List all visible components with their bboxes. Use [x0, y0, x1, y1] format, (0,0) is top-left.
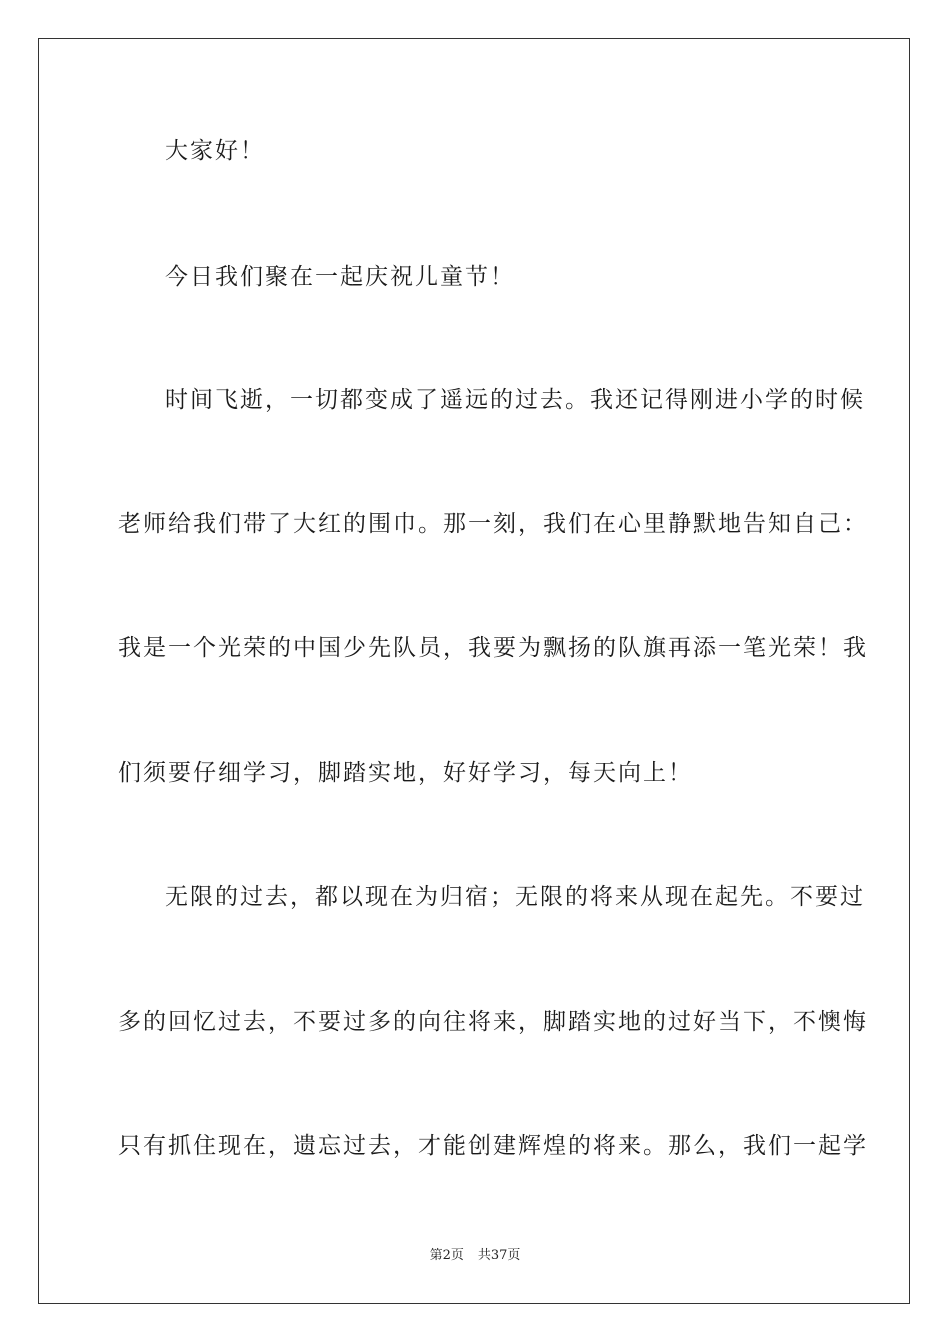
text-line-intro: 今日我们聚在一起庆祝儿童节！	[165, 264, 515, 290]
text-line: 多的回忆过去，不要过多的向往将来，脚踏实地的过好当下，不懊悔	[118, 1009, 868, 1035]
text-line: 只有抓住现在，遗忘过去，才能创建辉煌的将来。那么，我们一起学	[118, 1133, 868, 1159]
text-line: 时间飞逝，一切都变成了遥远的过去。我还记得刚进小学的时候	[165, 387, 865, 413]
text-line: 们须要仔细学习，脚踏实地，好好学习，每天向上！	[118, 760, 693, 786]
page-frame	[38, 38, 910, 1304]
text-line-greeting: 大家好！	[165, 138, 265, 164]
page-number: 第2页	[429, 1248, 464, 1263]
page-footer	[0, 1247, 950, 1265]
text-line: 无限的过去，都以现在为归宿；无限的将来从现在起先。不要过	[165, 884, 865, 910]
text-line: 老师给我们带了大红的围巾。那一刻，我们在心里静默地告知自己：	[118, 511, 868, 537]
text-line: 我是一个光荣的中国少先队员，我要为飘扬的队旗再添一笔光荣！我	[118, 635, 868, 661]
page-total: 共37页	[477, 1248, 521, 1263]
